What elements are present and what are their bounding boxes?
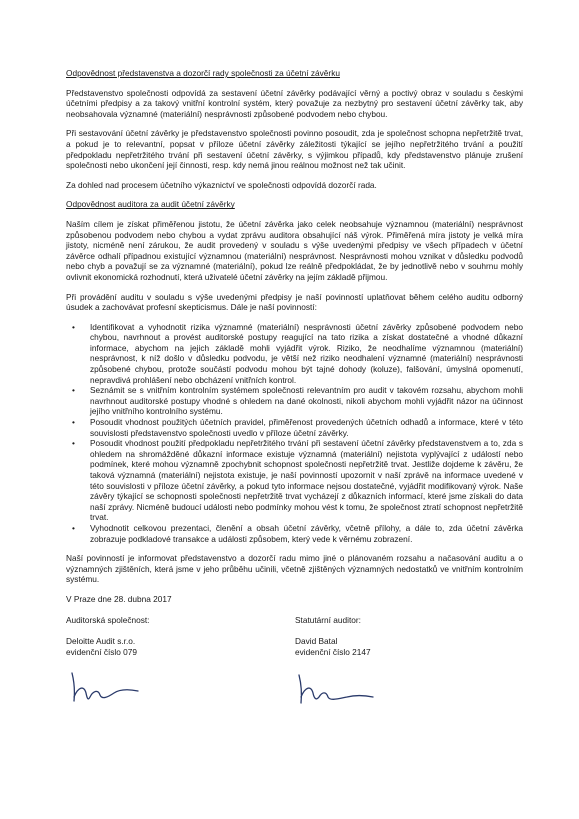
list-item-text: Seznámit se s vnitřním kontrolním systémem společnosti relevantním pro audit v takovém rozsahu, abychom mohli navrhnout auditorské postupy vhodné s ohledem na dané okolnosti, nikoli abychom mohli vyjádřit názor na účinnost jejího vnitřního kontrolního systému. <box>90 385 523 417</box>
paragraph: Při sestavování účetní závěrky je představenstvo společnosti povinno posoudit, zda je společnost schopna nepřetržitě trvat, a pokud je to relevantní, popsat v příloze účetní závěrky záležitosti týkající se jejího nepřetržitého trvání a použití předpokladu nepřetržitého trvání při sestavení účetní závěrky, s výjimkou případů, kdy představenstvo plánuje zrušení společnosti nebo ukončení její činnosti, resp. kdy nemá jinou reálnou možnost než tak učinit. <box>66 128 523 171</box>
list-item <box>66 523 523 544</box>
section-heading-management-responsibility: Odpovědnost představenstva a dozorčí rady společnosti za účetní závěrku <box>66 68 340 78</box>
list-item <box>66 438 523 523</box>
bullet-icon: • <box>72 321 75 332</box>
list-item <box>66 417 523 438</box>
signer-name: Deloitte Audit s.r.o. <box>66 636 136 647</box>
paragraph: Představenstvo společnosti odpovídá za sestavení účetní závěrky podávající věrný a poctivý obraz v souladu s českými účetními předpisy a za takový vnitřní kontrolní systém, který považuje za nezbytný pro sestavení účetní závěrky tak, aby neobsahovala významné (materiální) nesprávnosti způsobené podvodem nebo chybou. <box>66 87 523 119</box>
handwritten-signature-icon <box>295 667 385 707</box>
audit-firm-signature <box>66 615 291 708</box>
list-item <box>66 385 523 417</box>
date-line: V Praze dne 28. dubna 2017 <box>66 593 172 604</box>
bullet-icon: • <box>72 417 75 428</box>
paragraph: Za dohled nad procesem účetního výkaznictví ve společnosti odpovídá dozorčí rada. <box>66 179 377 190</box>
paragraph: Při provádění auditu v souladu s výše uvedenými předpisy je naší povinností uplatňovat během celého auditu odborný úsudek a zachovávat profesní skepticismus. Dále je naší povinností: <box>66 291 523 313</box>
auditor-duties-list <box>66 322 523 544</box>
section-heading-auditor-responsibility: Odpovědnost auditora za audit účetní závěrky <box>66 199 235 210</box>
bullet-icon: • <box>72 385 75 396</box>
list-item-text: Identifikovat a vyhodnotit rizika významné (materiální) nesprávnosti účetní závěrky způsobené podvodem nebo chybou, navrhnout a provést auditorské postupy reagující na tato rizika a získat dostatečné a vhodné důkazní informace, abychom na jejich základě mohli vyjádřit výrok. Riziko, že neodhalíme významnou (materiální) nesprávnost, k níž došlo v důsledku podvodu, je větší než riziko neodhalení významné (materiální) nesprávnosti způsobené chybou, protože součástí podvodu mohou být tajné dohody (koluze), falšování, úmyslná opomenutí, nepravdivá prohlášení nebo obcházení vnitřních kontrol. <box>90 321 523 385</box>
handwritten-signature-icon <box>66 667 156 707</box>
paragraph: Naší povinností je informovat představenstvo a dozorčí radu mimo jiné o plánovaném rozsahu a načasování auditu a o významných zjištěních, která jsme v jeho průběhu učinili, včetně zjištěných významných nedostatků ve vnitřním kontrolním systému. <box>66 553 523 585</box>
registration-number: evidenční číslo 2147 <box>295 646 371 657</box>
signature-title: Auditorská společnost: <box>66 614 150 625</box>
statutory-auditor-signature <box>295 615 520 708</box>
signature-block <box>66 615 523 708</box>
registration-number: evidenční číslo 079 <box>66 646 138 657</box>
list-item-text: Posoudit vhodnost použití předpokladu nepřetržitého trvání při sestavení účetní závěrky představenstvem a to, zda s ohledem na shromážděné důkazní informace existuje významná (materiální) nejistota vyplývající z událostí nebo podmínek, které mohou významně zpochybnit schopnost společnosti nepřetržitě trvat. Jestliže dojdeme k závěru, že taková významná (materiální) nejistota existuje, je naší povinností upozornit v naší zprávě na informace uvedené v této souvislosti v příloze účetní závěrky, a pokud tyto informace nejsou dostatečné, vyjádřit modifikovaný výrok. Naše závěry týkající se schopnosti společnosti nepřetržitě trvat vycházejí z důkazních informací, které jsme získali do data naší zprávy. Nicméně budoucí události nebo podmínky mohou vést k tomu, že společnost ztratí schopnost nepřetržitě trvat. <box>90 438 523 523</box>
list-item-text: Posoudit vhodnost použitých účetních pravidel, přiměřenost provedených účetních odhadů a informace, které v této souvislosti představenstvo společnosti uvedlo v příloze účetní závěrky. <box>90 417 523 438</box>
bullet-icon: • <box>72 438 75 449</box>
paragraph: Naším cílem je získat přiměřenou jistotu, že účetní závěrka jako celek neobsahuje významnou (materiální) nesprávnost způsobenou podvodem nebo chybou a vydat zprávu auditora obsahující náš výrok. Přiměřená míra jistoty je velká míra jistoty, nicméně není zárukou, že audit provedený v souladu s výše uvedenými předpisy ve všech případech v účetní závěrce odhalí případnou existující významnou (materiální) nesprávnost. Nesprávnosti mohou vznikat v důsledku podvodů nebo chyb a považují se za významné (materiální), pokud lze reálně předpokládat, že by jednotlivě nebo v souhrnu mohly ovlivnit ekonomická rozhodnutí, která uživatelé účetní závěrky na jejím základě přijmou. <box>66 218 523 282</box>
signature-title: Statutární auditor: <box>295 614 361 625</box>
signer-name: David Batal <box>295 636 338 647</box>
list-item-text: Vyhodnotit celkovou prezentaci, členění a obsah účetní závěrky, včetně přílohy, a dále to, zda účetní závěrka zobrazuje podkladové transakce a události způsobem, který vede k věrnému zobrazení. <box>90 522 523 544</box>
bullet-icon: • <box>72 522 75 533</box>
list-item <box>66 322 523 386</box>
